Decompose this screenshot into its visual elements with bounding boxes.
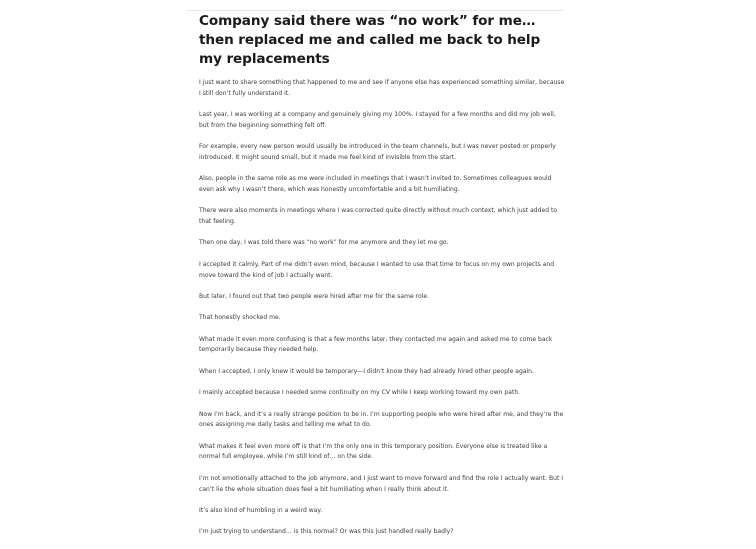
post-paragraph: What makes it feel even more off is that I’m the only one in this temporary position. Everyone else is treated like a normal full employee, while I’m still kind of… on the side.: [199, 442, 548, 461]
post-paragraph: It’s also kind of humbling in a weird way.: [199, 506, 323, 514]
post-paragraph: Now I’m back, and it’s a really strange position to be in. I’m supporting people who were hired after me, and they’re the ones assigning me daily tasks and telling me what to do.: [199, 410, 564, 429]
post-body: [199, 78, 565, 538]
post-paragraph: Last year, I was working at a company and genuinely giving my 100%. I stayed for a few months and did my job well, but from the beginning something felt off.: [199, 111, 556, 129]
post-paragraph: Also, people in the same role as me were included in meetings that I wasn’t invited to. Sometimes colleagues would even ask why I wasn’t there, which was honestly uncomfortable and a bit humiliating.: [199, 175, 552, 193]
post-paragraph: I accepted it calmly. Part of me didn’t even mind, because I wanted to use that time to focus on my own projects and move toward the kind of job I actually want.: [199, 260, 555, 279]
post-paragraph: There were also moments in meetings where I was corrected quite directly without much context, which just added to that feeling.: [199, 207, 558, 226]
post: [199, 9, 565, 549]
post-paragraph: But later, I found out that two people were hired after me for the same role.: [199, 292, 430, 300]
post-paragraph: Then one day, I was told there was “no work” for me anymore and they let me go.: [199, 239, 449, 247]
post-paragraph: For example, every new person would usually be introduced in the team channels, but I was never posted or properly introduced. It might sound small, but it made me feel kind of invisible from the start.: [199, 143, 556, 161]
post-paragraph: I mainly accepted because I needed some continuity on my CV while I keep working toward my own path.: [199, 389, 521, 397]
post-paragraph: I’m not emotionally attached to the job anymore, and I just want to move forward and find the role I actually want. But I can’t lie the whole situation does feel a bit humiliating when I really think about it.: [199, 474, 564, 493]
post-paragraph: That honestly shocked me.: [199, 314, 281, 322]
post-title: Company said there was “no work” for me… then replaced me and called me back to help my replacements: [199, 13, 541, 67]
post-paragraph: What made it even more confusing is that a few months later, they contacted me again and asked me to come back temporarily because they needed help.: [199, 335, 553, 354]
post-paragraph: When I accepted, I only knew it would be temporary—I didn’t know they had already hired other people again.: [199, 367, 534, 375]
post-paragraph: I’m just trying to understand… is this normal? Or was this just handled really badly?: [199, 528, 454, 536]
post-paragraph: I just want to share something that happened to me and see if anyone else has experienced something similar, because I still don’t fully understand it.: [199, 79, 565, 97]
